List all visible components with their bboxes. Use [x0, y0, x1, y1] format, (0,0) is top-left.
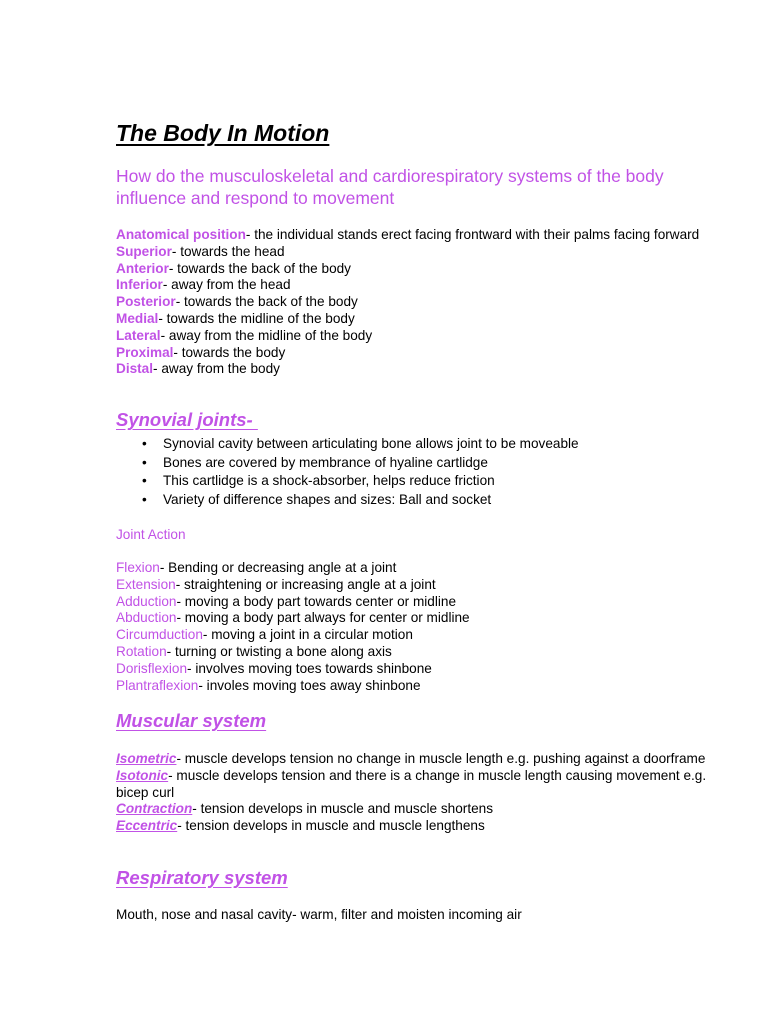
muscular-system-heading: Muscular system [116, 710, 267, 731]
bullet-text: Variety of difference shapes and sizes: Ball and socket [163, 491, 492, 507]
action-item [116, 627, 736, 644]
bullet-text: Synovial cavity between articulating bone allows joint to be moveable [163, 436, 579, 451]
definition-item [116, 311, 736, 328]
definition-term: Anterior [116, 260, 169, 276]
action-text: - moving a joint in a circular motion [202, 627, 413, 643]
list-item [116, 472, 736, 491]
action-term: Extension [116, 576, 176, 592]
definition-item [116, 361, 736, 378]
list-item [116, 435, 736, 454]
action-text: - straightening or increasing angle at a joint [175, 576, 436, 592]
definition-term: Anatomical position [116, 227, 246, 242]
respiratory-system-heading: Respiratory system [116, 867, 288, 888]
action-term: Abduction [116, 610, 177, 626]
definition-term: Inferior [116, 277, 163, 293]
action-item [116, 644, 736, 661]
muscle-text: - muscle develops tension no change in muscle length e.g. pushing against a doorframe [176, 751, 706, 766]
muscle-item [116, 751, 736, 768]
action-text: - moving a body part towards center or midline [176, 593, 457, 609]
action-text: - involes moving toes away shinbone [198, 677, 421, 693]
synovial-bullet-list [116, 435, 736, 509]
action-item [116, 577, 736, 594]
muscle-term: Eccentric [116, 818, 178, 834]
joint-action-list [116, 560, 736, 694]
definition-text: - the individual stands erect facing frontward with their palms facing forward [245, 227, 700, 242]
action-item [116, 678, 736, 695]
definition-term: Posterior [116, 294, 176, 310]
muscle-text: - muscle develops tension and there is a change in muscle length causing movement e.g. bicep curl [116, 767, 707, 800]
action-term: Circumduction [116, 627, 203, 643]
definition-term: Lateral [116, 327, 161, 343]
definition-item [116, 261, 736, 278]
action-term: Flexion [116, 560, 160, 575]
muscular-terms-list [116, 751, 736, 835]
action-item [116, 610, 736, 627]
synovial-joints-heading: Synovial joints- [116, 409, 258, 430]
action-term: Dorisflexion [116, 660, 188, 676]
definition-item [116, 328, 736, 345]
definition-term: Proximal [116, 344, 174, 360]
list-item [116, 491, 736, 510]
action-text: - Bending or decreasing angle at a joint [159, 560, 397, 575]
definition-term: Superior [116, 243, 172, 259]
definition-item [116, 244, 736, 261]
bullet-icon: • [142, 491, 147, 507]
action-item [116, 594, 736, 611]
definition-term: Distal [116, 361, 154, 377]
muscle-text: - tension develops in muscle and muscle shortens [192, 801, 494, 817]
page-title: The Body In Motion [116, 120, 330, 146]
definition-text: - away from the head [162, 277, 291, 293]
action-term: Plantraflexion [116, 677, 199, 693]
definition-item [116, 294, 736, 311]
action-item [116, 560, 736, 577]
definition-text: - away from the body [153, 361, 280, 377]
bullet-text: Bones are covered by membrance of hyaline cartlidge [163, 454, 488, 470]
respiratory-text: Mouth, nose and nasal cavity- warm, filter and moisten incoming air [116, 907, 522, 922]
guiding-question: How do the musculoskeletal and cardiorespiratory systems of the body influence and respond to movement [116, 166, 664, 208]
muscle-term: Isotonic [116, 767, 169, 783]
action-text: - moving a body part always for center or midline [176, 610, 470, 626]
definition-term: Medial [116, 310, 159, 326]
definition-text: - towards the midline of the body [158, 310, 355, 326]
definition-text: - towards the back of the body [168, 260, 351, 276]
definition-text: - towards the body [173, 344, 286, 360]
definition-text: - towards the head [171, 243, 285, 259]
list-item [116, 454, 736, 473]
muscle-item [116, 768, 736, 802]
joint-action-heading: Joint Action [116, 527, 186, 542]
definition-item [116, 345, 736, 362]
muscle-item [116, 818, 736, 835]
muscle-item [116, 801, 736, 818]
definition-item [116, 227, 736, 244]
definition-item [116, 277, 736, 294]
action-item [116, 661, 736, 678]
bullet-icon: • [142, 473, 147, 489]
bullet-icon: • [142, 454, 147, 470]
muscle-term: Contraction [116, 801, 193, 817]
definition-text: - towards the back of the body [175, 294, 358, 310]
bullet-text: This cartlidge is a shock-absorber, helps reduce friction [163, 473, 495, 489]
action-term: Rotation [116, 643, 167, 659]
muscle-text: - tension develops in muscle and muscle lengthens [177, 818, 485, 834]
action-text: - turning or twisting a bone along axis [166, 643, 392, 659]
bullet-icon: • [142, 436, 147, 451]
action-text: - involves moving toes towards shinbone [187, 660, 432, 676]
muscle-term: Isometric [116, 751, 177, 766]
anatomical-terms-list [116, 227, 736, 378]
action-term: Adduction [116, 593, 177, 609]
definition-text: - away from the midline of the body [160, 327, 373, 343]
